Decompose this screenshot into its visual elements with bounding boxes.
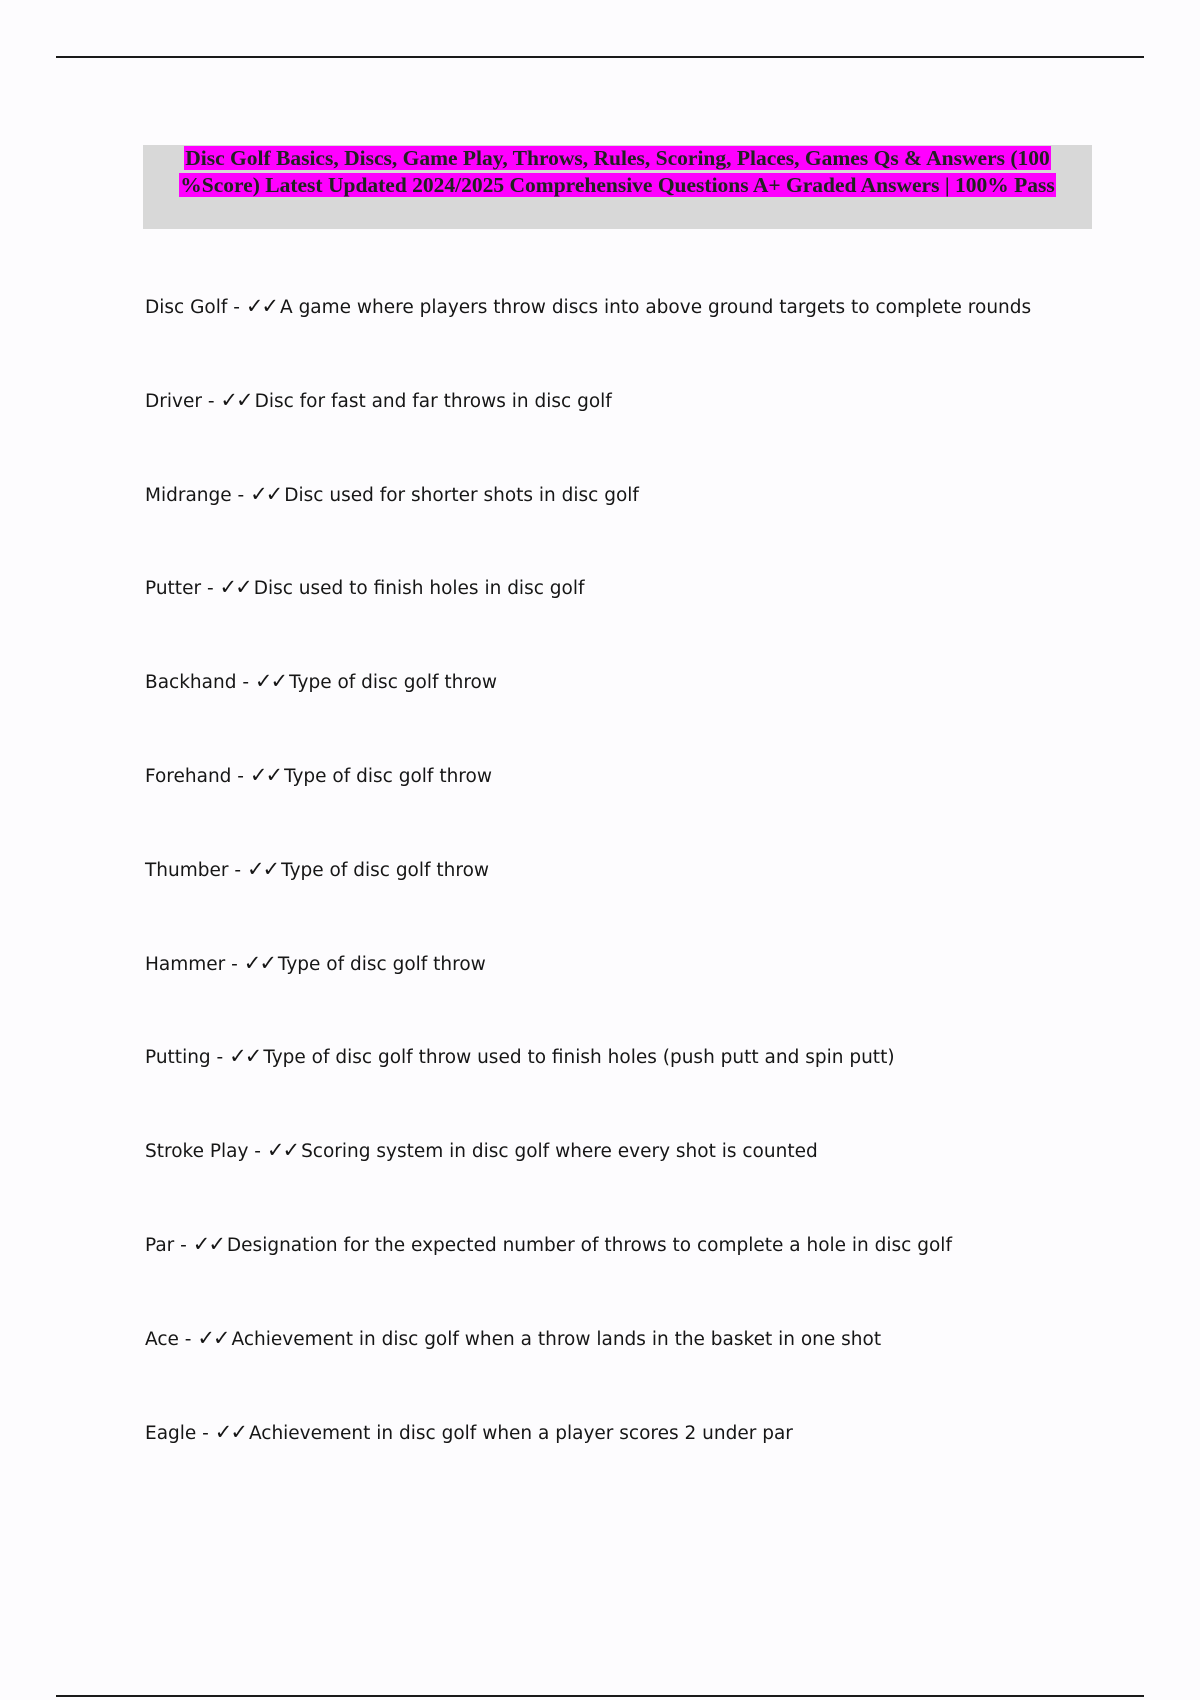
qa-answer: Disc used for shorter shots in disc golf <box>284 484 639 506</box>
double-check-icon: ✓✓ <box>229 1044 261 1069</box>
qa-answer: Type of disc golf throw <box>281 859 490 881</box>
qa-separator: - <box>174 1234 193 1256</box>
qa-term: Forehand <box>145 765 232 787</box>
qa-entry <box>145 1226 1145 1320</box>
qa-term: Putting <box>145 1047 211 1069</box>
title-box <box>143 145 1092 229</box>
qa-term: Thumber <box>145 859 229 881</box>
qa-answer: Achievement in disc golf when a throw lands in the basket in one shot <box>231 1328 882 1350</box>
double-check-icon: ✓✓ <box>249 762 282 787</box>
qa-separator: - <box>231 484 251 506</box>
qa-separator: - <box>227 297 246 318</box>
double-check-icon: ✓✓ <box>197 1325 229 1350</box>
qa-answer: Scoring system in disc golf where every shot is counted <box>301 1141 818 1163</box>
qa-term: Disc Golf <box>145 297 228 318</box>
qa-separator: - <box>248 1141 267 1163</box>
double-check-icon: ✓✓ <box>245 294 278 318</box>
qa-answer: Type of disc golf throw <box>289 672 497 694</box>
qa-entry <box>145 851 1145 945</box>
double-check-icon: ✓✓ <box>220 387 252 412</box>
qa-term: Driver <box>145 390 202 412</box>
qa-answer: A game where players throw discs into above ground targets to complete rounds <box>280 297 1032 318</box>
qa-separator: - <box>201 390 221 412</box>
qa-answer: Type of disc golf throw <box>284 765 492 787</box>
qa-answer: Type of disc golf throw used to finish holes (push putt and spin putt) <box>263 1047 895 1069</box>
qa-separator: - <box>178 1328 198 1350</box>
qa-answer: Disc for fast and far throws in disc golf <box>254 390 612 412</box>
qa-term: Backhand <box>145 672 237 694</box>
qa-term: Stroke Play <box>145 1141 249 1163</box>
qa-entry <box>145 945 1145 1039</box>
double-check-icon: ✓✓ <box>266 1138 299 1163</box>
double-check-icon: ✓✓ <box>250 481 282 506</box>
qa-entry <box>145 1132 1145 1226</box>
qa-entry <box>145 757 1145 851</box>
qa-term: Ace <box>145 1328 179 1350</box>
qa-term: Putter <box>145 578 202 600</box>
qa-separator: - <box>228 859 247 881</box>
qa-answer: Achievement in disc golf when a player scores 2 under par <box>248 1422 793 1444</box>
double-check-icon: ✓✓ <box>219 575 251 600</box>
qa-list <box>145 288 1145 1507</box>
qa-separator: - <box>236 672 255 694</box>
document-title: Disc Golf Basics, Discs, Game Play, Throws, Rules, Scoring, Places, Games Qs & Answers (100 %Score) Latest Updated 2024/2025 Comprehensive Questions A+ Graded Answers | 100% Pass <box>180 146 1055 197</box>
qa-entry <box>145 569 1145 663</box>
qa-entry <box>145 288 1145 382</box>
double-check-icon: ✓✓ <box>254 669 287 694</box>
qa-term: Par <box>145 1234 175 1256</box>
qa-term: Hammer <box>145 953 226 975</box>
qa-separator: - <box>225 953 244 975</box>
qa-term: Eagle <box>145 1422 197 1444</box>
double-check-icon: ✓✓ <box>192 1231 224 1256</box>
qa-separator: - <box>196 1422 215 1444</box>
header-rule <box>56 56 1144 58</box>
qa-answer: Type of disc golf throw <box>277 953 486 975</box>
qa-entry <box>145 476 1145 570</box>
footer-rule <box>56 1695 1144 1697</box>
qa-entry <box>145 663 1145 757</box>
double-check-icon: ✓✓ <box>214 1419 246 1444</box>
qa-answer: Disc used to finish holes in disc golf <box>253 578 585 600</box>
qa-entry <box>145 1320 1145 1414</box>
qa-separator: - <box>231 765 250 787</box>
qa-entry <box>145 1038 1145 1132</box>
qa-separator: - <box>201 578 220 600</box>
qa-entry <box>145 1414 1145 1508</box>
qa-separator: - <box>210 1047 230 1069</box>
qa-term: Midrange <box>145 484 232 506</box>
double-check-icon: ✓✓ <box>246 856 279 881</box>
double-check-icon: ✓✓ <box>243 950 275 975</box>
qa-entry <box>145 382 1145 476</box>
qa-answer: Designation for the expected number of throws to complete a hole in disc golf <box>226 1234 952 1256</box>
